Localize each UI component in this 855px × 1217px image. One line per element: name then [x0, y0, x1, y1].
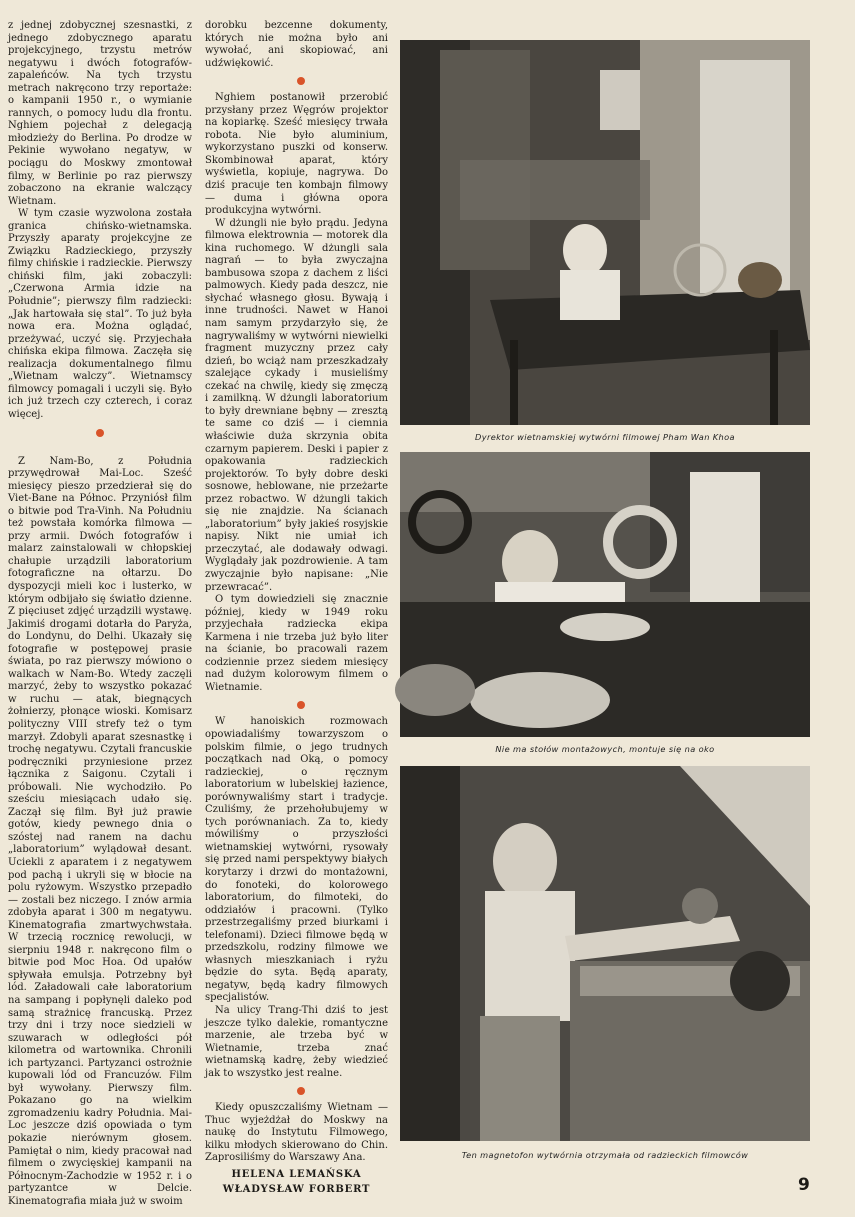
photo-director-at-desk: [400, 40, 810, 425]
article-column-1: [8, 20, 192, 1207]
page-number: 9: [798, 1175, 810, 1195]
paragraph: O tym dowiedzieli się znacznie później, kiedy w 1949 roku przyjechała radziecka ekipa Karmena i nie trzeba już było liter na ścianie, bo pracowali razem codziennie przez siedem miesięcy nad dużym kolorowym filmem o Wietnamie.: [205, 594, 388, 693]
section-divider-dot: [297, 701, 305, 709]
photo-editing-illustration: [400, 452, 810, 737]
section-divider-dot: [297, 77, 305, 85]
photo-director-illustration: [400, 40, 810, 425]
paragraph: W hanoiskich rozmowach opowiadaliśmy towarzyszom o polskim filmie, o jego trudnych początkach nad Oką, o pomocy radzieckiej, o ręcznym laboratorium w lubelskiej łazience, porównywaliśmy start i tradycje. Czuliśmy, że przehołubujemy w tych porównaniach. Za to, kiedy mówiliśmy o przyszłości wietnamskiej wytwórni, rysowały się przed nami perspektywy białych korytarzy i drzwi do montażowni, do fonoteki, do kolorowego laboratorium, do filmoteki, do oddziałów i pracowni. (Tylko przestrzegaliśmy przed biurkami i telefonami). Dzieci filmowe będą w przedszkolu, rodziny filmowe we własnych mieszkaniach i ryżu będzie do syta. Będą aparaty, negatyw, będą kadry filmowych specjalistów.: [205, 716, 388, 1004]
photo-magnetophone-illustration: [400, 766, 810, 1141]
photo-caption: Ten magnetofon wytwórnia otrzymała od radzieckich filmowców: [461, 1150, 749, 1160]
paragraph: W dżungli nie było prądu. Jedyna filmowa elektrownia — motorek dla kina ruchomego. W dżungli sala nagrań — to była zwyczajna bambusowa szopa z dachem z liści palmowych. Kiedy pada deszcz, nie słychać własnego głosu. Bywają i inne trudności. Nawet w Hanoi nam samym przydarzyło się, że nagrywaliśmy w wytwórni niewielki fragment muzyczny przez cały dzień, bo wciąż nam przeszkadzały szalejące cykady i musieliśmy czekać na chwilę, kiedy się zmęczą i zamilkną. W dżungli laboratorium to były drewniane bębny — zresztą te same co dziś — i ciemnia właściwie duża skrzynia obita czarnym papierem. Deski i papier z opakowania radzieckich projektorów. To były dobre deski sosnowe, heblowane, nie przeżarte przez robactwo. W dżungli takich się nie znajdzie. Na ścianach „laboratorium” były jakieś rosyjskie napisy. Nikt nie umiał ich przeczytać, ale dodawały odwagi. Wyglądały jak pozdrowienie. A tam zwyczajnie było napisane: „Nie przewracać”.: [205, 217, 388, 593]
photo-film-editing: [400, 452, 810, 737]
section-divider-dot: [297, 1087, 305, 1095]
section-divider-dot: [96, 429, 104, 437]
photo-magnetophone: [400, 766, 810, 1141]
author-name: WŁADYSŁAW FORBERT: [222, 1184, 371, 1196]
paragraph: Nghiem postanowił przerobić przysłany przez Węgrów projektor na kopiarkę. Sześć miesięcy trwała robota. Nie było aluminium, wykorzystano puszki od konserw. Skombinował aparat, który wyświetla, kopiuje, nagrywa. Do dziś pracuje ten kombajn filmowy — duma i główna opora produkcyjna wytwórni.: [205, 92, 388, 217]
paragraph: W tym czasie wyzwolona została granica chińsko-wietnamska. Przyszły aparaty projekcyjne ze Związku Radzieckiego, przyszły filmy chińskie i radzieckie. Pierwszy chiński film, jaki zobaczyli: „Czerwona Armia idzie na Południe”; pierwszy film radziecki: „Jak hartowała się stal”. To już była nowa era. Można oglądać, przeżywać, uczyć się. Przyjechała chińska ekipa filmowa. Zaczęła się realizacja dokumentalnego filmu „Wietnam walczy”. Wietnamscy filmowcy pomagali i uczyli się. Było ich już trzech czy czterech, i coraz więcej.: [8, 208, 192, 420]
paragraph: z jednej zdobycznej szesnastki, z jednego zdobycznego aparatu projekcyjnego, trzystu metrów negatywu i dwóch fotografów-zapaleńców. Na tych trzystu metrach nakręcono trzy reportaże: o kampanii 1950 r., o wymianie rannych, o pomocy ludu dla frontu. Nghiem pojechał z delegacją młodzieży do Berlina. Po drodze w Pekinie wywołano negatyw, w pociągu do Moskwy zmontował filmy, w Berlinie po raz pierwszy zobaczono na ekranie walczący Wietnam.: [8, 20, 192, 207]
paragraph: Kiedy opuszczaliśmy Wietnam — Thuc wyjeżdżał do Moskwy na naukę do Instytutu Filmowego, kilku młodych skierowano do Chin. Zaprosiliśmy do Warszawy Ana.: [205, 1102, 388, 1164]
author-name: HELENA LEMAŃSKA: [231, 1169, 362, 1181]
paragraph: Na ulicy Trang-Thi dziś to jest jeszcze tylko dalekie, romantyczne marzenie, ale trzeba być w Wietnamie, trzeba znać wietnamską kadrę, żeby wiedzieć jak to wszystko jest realne.: [205, 1005, 388, 1079]
article-column-2: [205, 20, 388, 1196]
photo-caption: Nie ma stołów montażowych, montuje się na oko: [495, 744, 715, 754]
paragraph: Z Nam-Bo, z Południa przywędrował Mai-Loc. Sześć miesięcy pieszo przedzierał się do Viet-Bane na Północ. Przyniósł film o bitwie pod Tra-Vinh. Na Południu też powstała komórka filmowa — przy armii. Dwóch fotografów i malarz zainstalowali w chłopskiej chałupie urządzili laboratorium fotograficzne na ołtarzu. Do dyspozycji mieli koc i lusterko, w którym odbijało się światło dzienne. Z pięciuset zdjęć urządzili wystawę. Jakimiś drogami dotarła do Paryża, do Londynu, do Delhi. Ukazały się fotografie w postępowej prasie świata, po raz pierwszy mówiono o walkach w Nam-Bo. Wtedy zaczęli marzyć, żeby to wszystko pokazać w ruchu — atak, biegnących żołnierzy, płonące wioski. Komisarz polityczny VIII strefy też o tym marzył. Zdobyli aparat szesnastkę i trochę negatywu. Czytali francuskie podręczniki przyniesione przez łącznika z Saigonu. Czytali i próbowali. Nie wychodziło. Po sześciu miesiącach udało się. Zaczął się film. Był już prawie gotów, kiedy pewnego dnia o szóstej nad ranem na dachu „laboratorium” wylądował desant. Uciekli z aparatem i z negatywem pod pachą i ukryli się w błocie na polu ryżowym. Wszystko przepadło — zostali bez niczego. I znów armia zdobyła aparat i 300 m negatywu. Kinematografia zmartwychwstała. W trzecią rocznicę rewolucji, w sierpniu 1948 r. nakręcono film o bitwie pod Moc Hoa. Od upałów spływała emulsja. Potrzebny był lód. Załadowali całe laboratorium na sampang i popłynęli daleko pod samą strażnicę francuską. Przez trzy dni i trzy noce siedzieli w szuwarach w odległości pół kilometra od wartownika. Chronili ich partyzanci. Partyzanci ostrożnie kupowali lód od Francuzów. Film był wywołany. Pierwszy film. Pokazano go na wielkim zgromadzeniu kadry Południa. Mai-Loc jeszcze dziś opowiada o tym pokazie nierównym głosem. Pamiętał o nim, kiedy pracował nad filmem o zwycięskiej kampanii na Północnym-Zachodzie w 1952 r. i o partyzantce w Delcie. Kinematografia miała już w swoim: [8, 455, 192, 1207]
paragraph: dorobku bezcenne dokumenty, których nie można było ani wywołać, ani skopiować, ani udźwiękowić.: [205, 20, 388, 69]
photo-caption: Dyrektor wietnamskiej wytwórni filmowej Pham Wan Khoa: [475, 432, 735, 442]
